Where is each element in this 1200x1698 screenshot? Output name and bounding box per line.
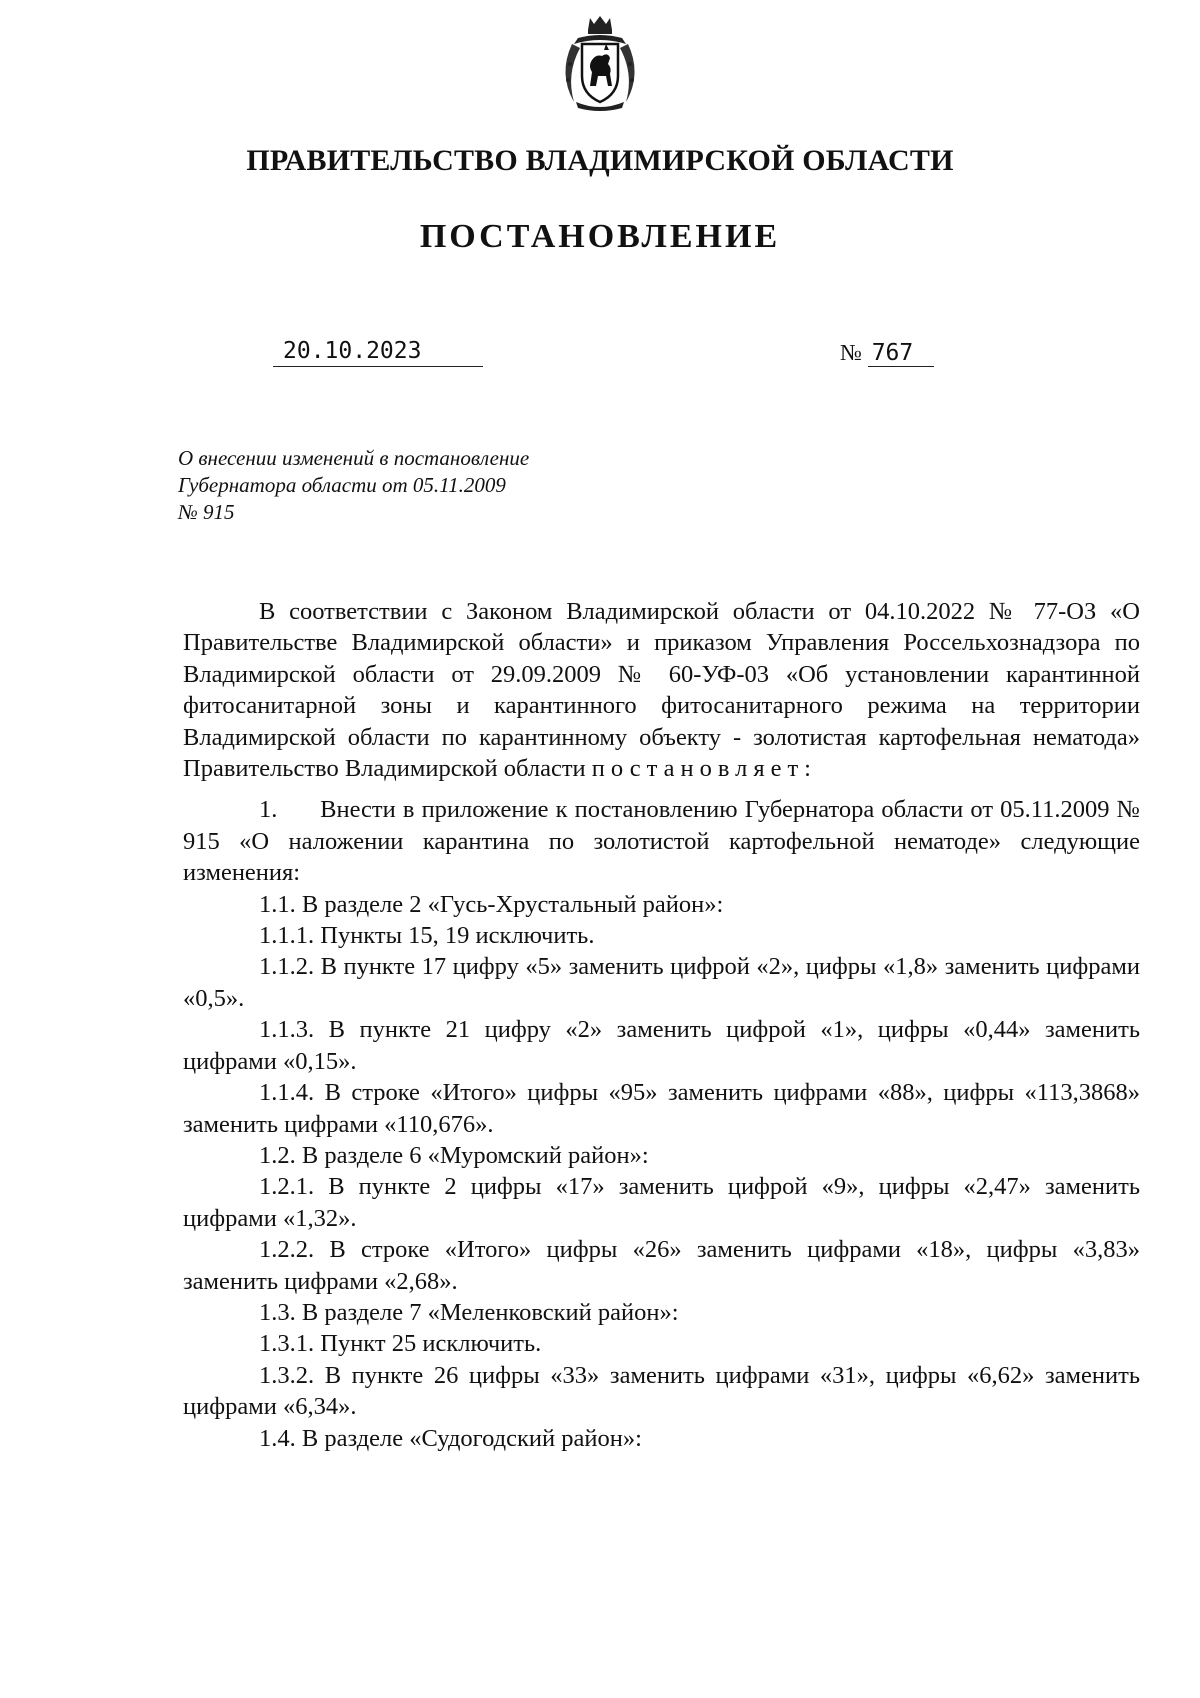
document-subject <box>178 445 529 526</box>
clause-paragraph: 1.3.1. Пункт 25 исключить. <box>259 1330 542 1358</box>
document-date: 20.10.2023 <box>273 338 483 367</box>
resolution-word: постановляет: <box>591 755 817 783</box>
number-value: 767 <box>868 340 934 367</box>
clause-paragraph: 1.3. В разделе 7 «Меленковский район»: <box>259 1298 679 1326</box>
subject-line: № 915 <box>178 500 235 524</box>
clause-paragraph: 1.1.1. Пункты 15, 19 исключить. <box>259 922 595 950</box>
clause-paragraph: 1.2. В разделе 6 «Муромский район»: <box>259 1141 649 1169</box>
number-sign: № <box>840 340 862 365</box>
clause-paragraph: 1.4. В разделе «Судогодский район»: <box>259 1424 642 1452</box>
clause-paragraph: 1. Внести в приложение к постановлению Губернатора области от 05.11.2009 № 915 «О наложении карантина по золотистой картофельной нематоде» следующие изменения: <box>183 796 1140 887</box>
clause-paragraph: 1.1. В разделе 2 «Гусь-Хрустальный район»: <box>259 890 724 918</box>
coat-of-arms-icon <box>552 14 648 112</box>
subject-line: Губернатора области от 05.11.2009 <box>178 473 506 497</box>
clause-paragraph: 1.2.1. В пункте 2 цифры «17» заменить цифрой «9», цифры «2,47» заменить цифрами «1,32». <box>183 1173 1140 1232</box>
clause-paragraph: 1.1.2. В пункте 17 цифру «5» заменить цифрой «2», цифры «1,8» заменить цифрами «0,5». <box>183 953 1140 1012</box>
clause-paragraph: 1.1.4. В строке «Итого» цифры «95» заменить цифрами «88», цифры «113,3868» заменить цифрами «110,676». <box>183 1079 1140 1138</box>
document-type-title: ПОСТАНОВЛЕНИЕ <box>419 218 781 255</box>
preamble-paragraph <box>183 596 1140 784</box>
organization-title: ПРАВИТЕЛЬСТВО ВЛАДИМИРСКОЙ ОБЛАСТИ <box>246 144 954 177</box>
subject-line: О внесении изменений в постановление <box>178 446 530 470</box>
clause-paragraph: 1.2.2. В строке «Итого» цифры «26» заменить цифрами «18», цифры «3,83» заменить цифрами «2,68». <box>183 1236 1140 1295</box>
document-body <box>183 596 1140 1454</box>
document-number <box>840 340 934 367</box>
preamble-text: В соответствии с Законом Владимирской области от 04.10.2022 № 77-ОЗ «О Правительстве Владимирской области» и приказом Управления Россельхознадзора по Владимирской области от 29.09.2009 № 60-УФ-03 «Об установлении карантинной фитосанитарной зоны и карантинного фитосанитарного режима на территории Владимирской области по карантинному объекту - золотистая картофельная нематода» Правительство Владимирской области <box>183 598 1140 783</box>
clause-paragraph: 1.3.2. В пункте 26 цифры «33» заменить цифрами «31», цифры «6,62» заменить цифрами «6,34». <box>183 1361 1140 1421</box>
clause-paragraph: 1.1.3. В пункте 21 цифру «2» заменить цифрой «1», цифры «0,44» заменить цифрами «0,15». <box>183 1016 1140 1075</box>
